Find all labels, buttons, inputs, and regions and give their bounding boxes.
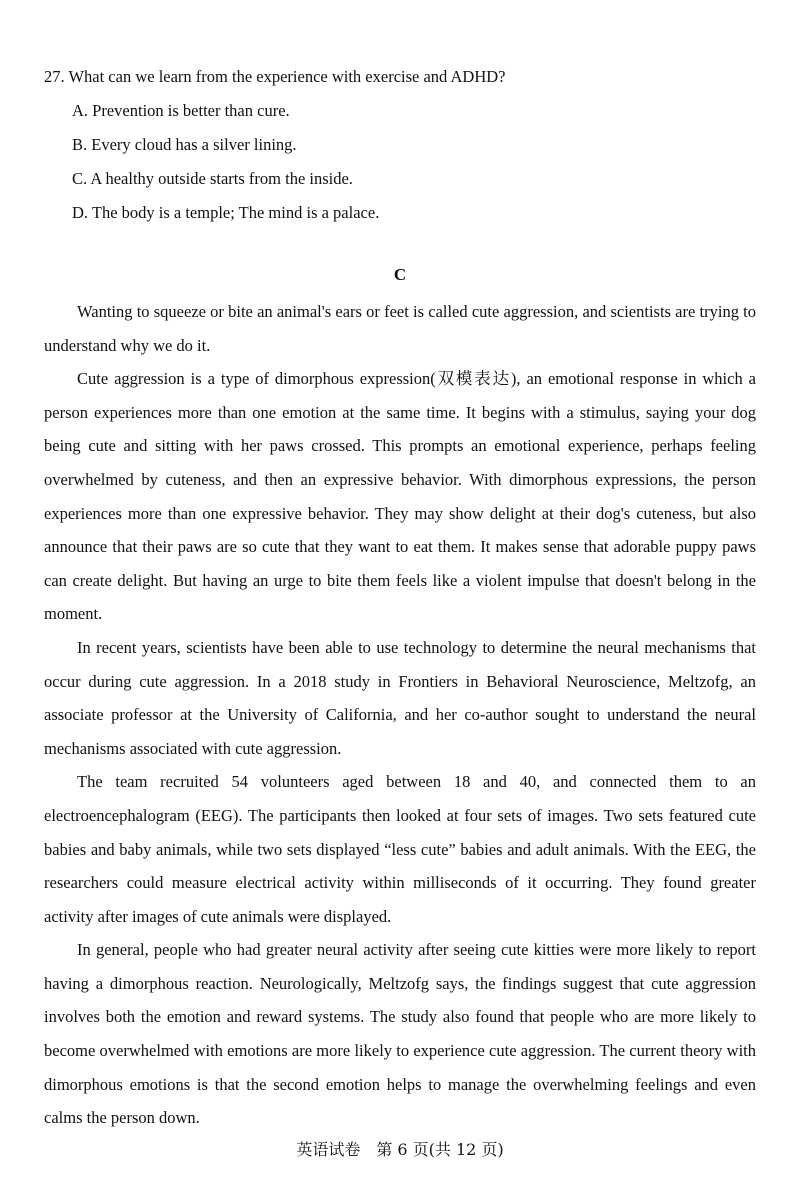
- reading-passage: [44, 295, 756, 1135]
- paragraph-1: Wanting to squeeze or bite an animal's ears or feet is called cute aggression, and scientists are trying to understand why we do it.: [44, 302, 756, 355]
- option-d: D. The body is a temple; The mind is a palace.: [72, 203, 380, 222]
- option-c: C. A healthy outside starts from the inside.: [72, 169, 353, 188]
- option-a: A. Prevention is better than cure.: [72, 101, 290, 120]
- section-title: C: [393, 265, 407, 284]
- paragraph-3: In recent years, scientists have been able to use technology to determine the neural mechanisms that occur during cute aggression. In a 2018 study in Frontiers in Behavioral Neuroscience, Meltzofg, an associate professor at the University of California, and her co-author sought to understand the neural mechanisms associated with cute aggression.: [44, 637, 756, 758]
- page-footer: 英语试卷 第 6 页(共 12 页): [296, 1140, 504, 1159]
- paragraph-4: The team recruited 54 volunteers aged between 18 and 40, and connected them to an electroencephalogram (EEG). The participants then looked at four sets of images. Two sets featured cute babies and baby animals, while two sets displayed “less cute” babies and adult animals. With the EEG, the researchers could measure electrical activity within milliseconds of it occurring. They found greater activity after images of cute animals were displayed.: [44, 772, 756, 926]
- paragraph-5: In general, people who had greater neural activity after seeing cute kitties were more likely to report having a dimorphous reaction. Neurologically, Meltzofg says, the findings suggest that cute aggression involves both the emotion and reward systems. The study also found that people who are more likely to become overwhelmed with emotions are more likely to experience cute aggression. The current theory with dimorphous emotions is that the second emotion helps to manage the overwhelming feelings and even calms the person down.: [44, 940, 756, 1128]
- option-b: B. Every cloud has a silver lining.: [72, 135, 297, 154]
- paragraph-2: Cute aggression is a type of dimorphous expression(双模表达), an emotional response in which a person experiences more than one emotion at the same time. It begins with a stimulus, saying your dog being cute and sitting with her paws crossed. This prompts an emotional experience, perhaps feeling overwhelmed by cuteness, and then an expressive behavior. With dimorphous expressions, the person experiences more than one expressive behavior. They may show delight at their dog's cuteness, but also announce that their paws are so cute that they want to eat them. It makes sense that adorable puppy paws can create delight. But having an urge to bite them feels like a violent impulse that doesn't belong in the moment.: [44, 369, 756, 624]
- question-stem: 27. What can we learn from the experience with exercise and ADHD?: [44, 67, 506, 86]
- question-27: [44, 60, 764, 230]
